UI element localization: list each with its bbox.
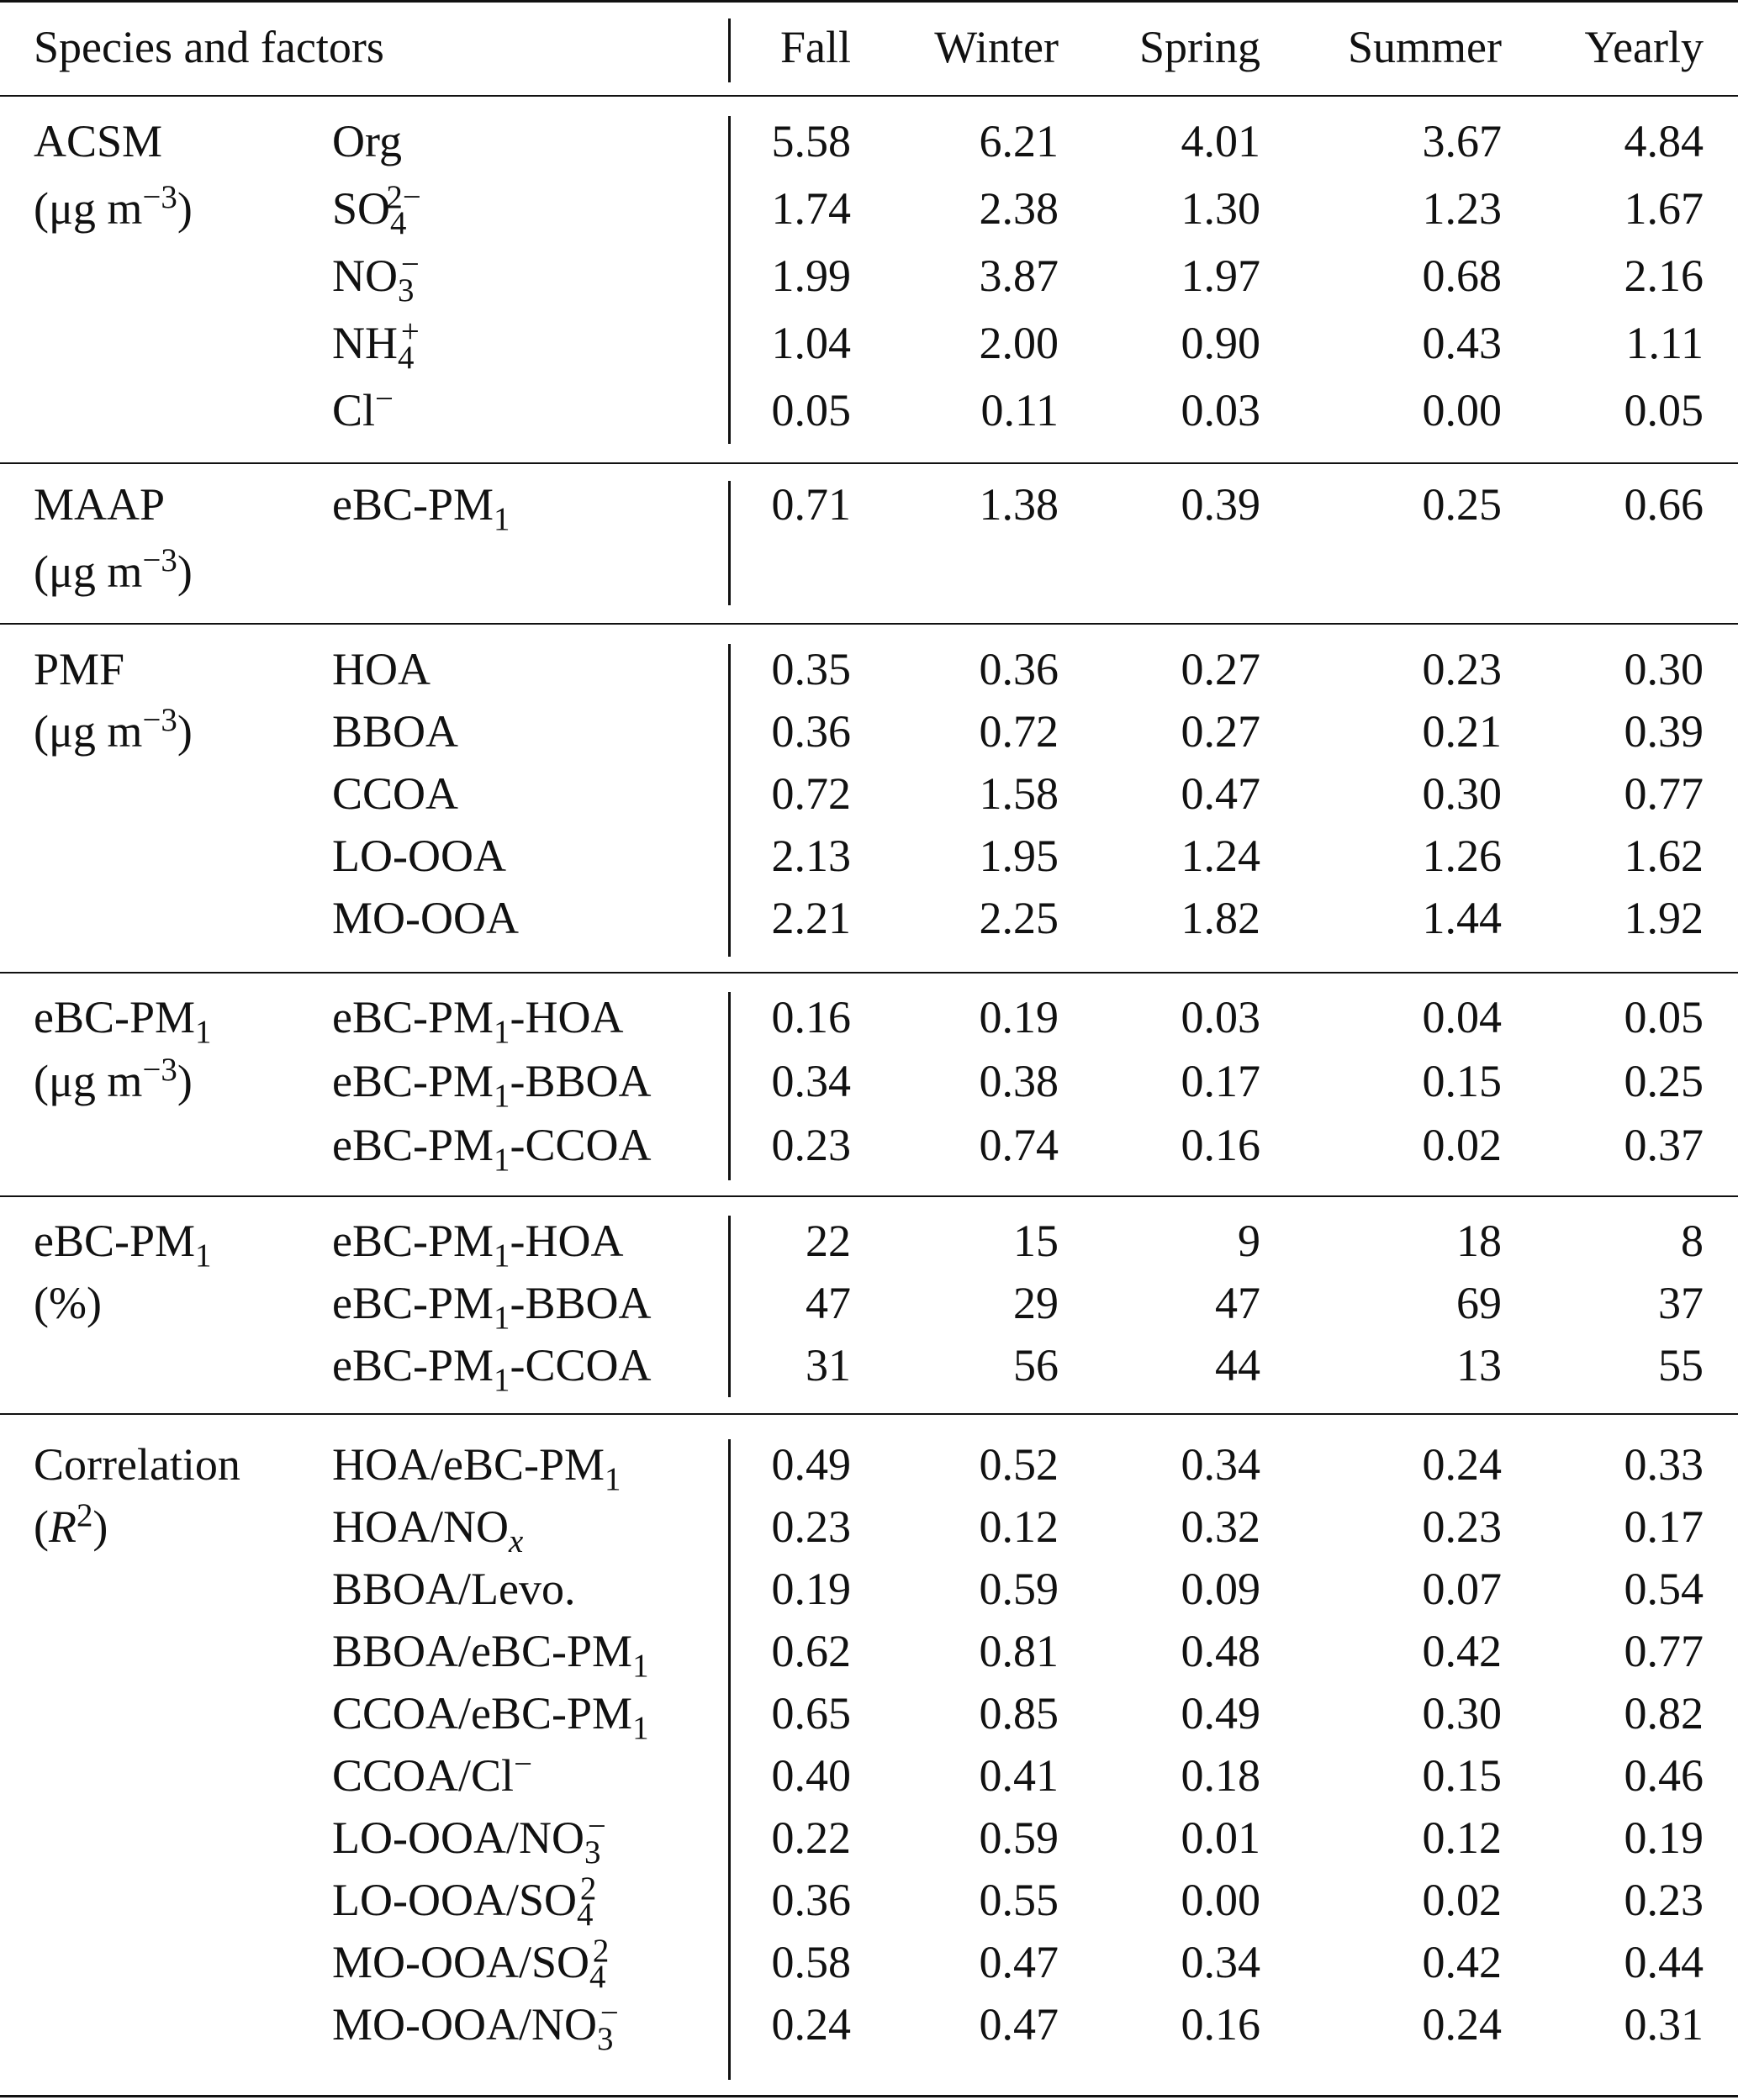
cell-fall: 1.04 (771, 318, 851, 368)
row-label: BBOA/Levo. (332, 1564, 576, 1614)
row-label: $NH_4^+$ (332, 314, 420, 376)
cell-spring: 0.90 (1181, 318, 1260, 368)
cell-yearly: 8 (1681, 1216, 1704, 1266)
cell-summer: 0.21 (1422, 706, 1502, 757)
cell-yearly: 0.30 (1624, 644, 1704, 694)
cell-spring: 1.30 (1181, 183, 1260, 234)
cell-fall: 31 (806, 1340, 851, 1390)
cell-spring: 0.09 (1181, 1564, 1260, 1614)
row-label: $LO-OOA/NO_3^-$ (332, 1808, 606, 1870)
cell-fall: 0.65 (771, 1688, 851, 1739)
cell-fall: 0.19 (771, 1564, 851, 1614)
group-separator (0, 1195, 1738, 1197)
cell-spring: 0.00 (1181, 1875, 1260, 1925)
cell-yearly: 0.05 (1624, 992, 1704, 1042)
cell-winter: 1.38 (979, 479, 1059, 530)
header-yearly: Yearly (1584, 22, 1704, 72)
row-label: eBC-$PM_1$-BBOA (332, 1056, 652, 1114)
cell-fall: 0.36 (771, 706, 851, 757)
cell-winter: 15 (1013, 1216, 1059, 1266)
cell-winter: 0.52 (979, 1439, 1059, 1490)
cell-spring: 4.01 (1181, 116, 1260, 166)
cell-summer: 0.02 (1422, 1875, 1502, 1925)
row-label: CCOA (332, 768, 459, 819)
cell-fall: 0.62 (771, 1626, 851, 1676)
cell-winter: 0.11 (980, 385, 1059, 435)
cell-summer: 69 (1456, 1278, 1502, 1328)
row-label: HOA/$eBC-PM_1$ (332, 1439, 621, 1497)
cell-yearly: 1.67 (1624, 183, 1704, 234)
cell-fall: 2.13 (771, 831, 851, 881)
cell-summer: 0.07 (1422, 1564, 1502, 1614)
cell-yearly: 0.37 (1624, 1120, 1704, 1170)
cell-spring: 0.16 (1181, 1999, 1260, 2050)
cell-summer: 0.04 (1422, 992, 1502, 1042)
cell-yearly: 0.33 (1624, 1439, 1704, 1490)
row-label: $NO_3^-$ (332, 246, 420, 309)
cell-summer: 0.15 (1422, 1750, 1502, 1801)
cell-yearly: 0.19 (1624, 1812, 1704, 1863)
row-label: $LO-OOA/SO_4^2$ (332, 1870, 597, 1933)
cell-winter: 6.21 (979, 116, 1059, 166)
cell-yearly: 0.54 (1624, 1564, 1704, 1614)
cell-summer: 0.02 (1422, 1120, 1502, 1170)
cell-winter: 29 (1013, 1278, 1059, 1328)
cell-spring: 0.39 (1181, 479, 1260, 530)
cell-yearly: 1.62 (1624, 831, 1704, 881)
cell-summer: 0.00 (1422, 385, 1502, 435)
cell-spring: 0.48 (1181, 1626, 1260, 1676)
cell-yearly: 0.44 (1624, 1937, 1704, 1987)
cell-spring: 0.27 (1181, 644, 1260, 694)
cell-fall: 0.35 (771, 644, 851, 694)
cell-fall: 47 (806, 1278, 851, 1328)
row-label: HOA/$NO_x$ (332, 1501, 524, 1559)
cell-winter: 0.74 (979, 1120, 1059, 1170)
cell-fall: 0.71 (771, 479, 851, 530)
cell-fall: 0.58 (771, 1937, 851, 1987)
cell-fall: 2.21 (771, 893, 851, 943)
cell-fall: 0.36 (771, 1875, 851, 1925)
group-label: (%) (34, 1278, 102, 1328)
cell-winter: 0.72 (979, 706, 1059, 757)
cell-fall: 0.40 (771, 1750, 851, 1801)
header-species-factors: Species and factors (34, 22, 384, 72)
row-label: $MO-OOA/NO_3^-$ (332, 1995, 619, 2057)
cell-winter: 0.55 (979, 1875, 1059, 1925)
group-label: MAAP (34, 479, 166, 530)
row-label: Cl− (332, 381, 394, 435)
cell-winter: 0.85 (979, 1688, 1059, 1739)
cell-spring: 1.97 (1181, 251, 1260, 301)
cell-fall: 0.05 (771, 385, 851, 435)
cell-spring: 0.49 (1181, 1688, 1260, 1739)
cell-spring: 9 (1238, 1216, 1260, 1266)
cell-fall: 0.23 (771, 1501, 851, 1552)
cell-spring: 44 (1215, 1340, 1260, 1390)
cell-summer: 0.42 (1422, 1626, 1502, 1676)
cell-spring: 0.32 (1181, 1501, 1260, 1552)
cell-winter: 0.59 (979, 1564, 1059, 1614)
group-label: eBC-$PM_1$ (34, 992, 212, 1050)
top-rule (0, 0, 1738, 3)
group-separator (0, 1413, 1738, 1415)
cell-yearly: 55 (1658, 1340, 1704, 1390)
cell-summer: 0.30 (1422, 1688, 1502, 1739)
cell-yearly: 0.05 (1624, 385, 1704, 435)
cell-summer: 13 (1456, 1340, 1502, 1390)
cell-spring: 1.24 (1181, 831, 1260, 881)
cell-spring: 0.47 (1181, 768, 1260, 819)
cell-spring: 47 (1215, 1278, 1260, 1328)
cell-fall: 5.58 (771, 116, 851, 166)
cell-spring: 0.01 (1181, 1812, 1260, 1863)
row-label: BBOA (332, 706, 459, 757)
group-separator (0, 462, 1738, 464)
cell-winter: 0.41 (979, 1750, 1059, 1801)
group-label: PMF (34, 644, 125, 694)
row-label: LO-OOA (332, 831, 506, 881)
row-label: BBOA/$eBC-PM_1$ (332, 1626, 649, 1684)
cell-summer: 1.23 (1422, 183, 1502, 234)
cell-yearly: 1.92 (1624, 893, 1704, 943)
cell-winter: 1.58 (979, 768, 1059, 819)
cell-fall: 0.34 (771, 1056, 851, 1106)
cell-winter: 2.00 (979, 318, 1059, 368)
header-spring: Spring (1138, 22, 1260, 72)
row-label: $MO-OOA/SO_4^2$ (332, 1933, 610, 1995)
group-label: $(R^2)$ (34, 1497, 108, 1552)
cell-yearly: 0.23 (1624, 1875, 1704, 1925)
cell-winter: 0.81 (979, 1626, 1059, 1676)
cell-yearly: 2.16 (1624, 251, 1704, 301)
cell-summer: 3.67 (1422, 116, 1502, 166)
cell-fall: 0.49 (771, 1439, 851, 1490)
row-label: Org (332, 116, 403, 166)
cell-fall: 0.16 (771, 992, 851, 1042)
cell-fall: 0.23 (771, 1120, 851, 1170)
cell-yearly: 0.39 (1624, 706, 1704, 757)
cell-yearly: 37 (1658, 1278, 1704, 1328)
cell-spring: 0.17 (1181, 1056, 1260, 1106)
cell-yearly: 0.31 (1624, 1999, 1704, 2050)
cell-spring: 0.18 (1181, 1750, 1260, 1801)
cell-fall: 1.99 (771, 251, 851, 301)
group-label: (μg $m^{-3}$) (34, 542, 193, 597)
cell-winter: 0.19 (979, 992, 1059, 1042)
cell-summer: 0.43 (1422, 318, 1502, 368)
cell-winter: 0.38 (979, 1056, 1059, 1106)
cell-winter: 0.12 (979, 1501, 1059, 1552)
cell-summer: 0.42 (1422, 1937, 1502, 1987)
cell-spring: 0.03 (1181, 992, 1260, 1042)
group-separator (0, 972, 1738, 973)
row-label: eBC-$PM_1$-CCOA (332, 1120, 652, 1178)
cell-yearly: 0.82 (1624, 1688, 1704, 1739)
cell-fall: 0.22 (771, 1812, 851, 1863)
group-label: Correlation (34, 1439, 240, 1490)
header-winter: Winter (934, 22, 1059, 72)
group-label: ACSM (34, 116, 163, 166)
cell-summer: 0.25 (1422, 479, 1502, 530)
cell-summer: 0.24 (1422, 1999, 1502, 2050)
row-label: eBC-$PM_1$-HOA (332, 992, 624, 1050)
cell-summer: 0.15 (1422, 1056, 1502, 1106)
cell-winter: 2.25 (979, 893, 1059, 943)
group-label: eBC-$PM_1$ (34, 1216, 212, 1274)
cell-yearly: 0.46 (1624, 1750, 1704, 1801)
cell-yearly: 0.77 (1624, 1626, 1704, 1676)
row-label: MO-OOA (332, 893, 519, 943)
cell-summer: 1.44 (1422, 893, 1502, 943)
cell-summer: 0.23 (1422, 1501, 1502, 1552)
cell-winter: 2.38 (979, 183, 1059, 234)
cell-spring: 0.34 (1181, 1439, 1260, 1490)
cell-summer: 18 (1456, 1216, 1502, 1266)
cell-yearly: 1.11 (1625, 318, 1704, 368)
cell-fall: 0.72 (771, 768, 851, 819)
cell-yearly: 4.84 (1624, 116, 1704, 166)
cell-winter: 0.47 (979, 1937, 1059, 1987)
row-label: eBC-$PM_1$-BBOA (332, 1278, 652, 1336)
row-label: CCOA/Cl− (332, 1746, 532, 1801)
cell-winter: 0.59 (979, 1812, 1059, 1863)
cell-fall: 0.24 (771, 1999, 851, 2050)
header-rule (0, 95, 1738, 97)
group-label: (μg $m^{-3}$) (34, 179, 193, 234)
row-label: CCOA/$eBC-PM_1$ (332, 1688, 649, 1746)
cell-fall: 1.74 (771, 183, 851, 234)
cell-summer: 0.30 (1422, 768, 1502, 819)
cell-fall: 22 (806, 1216, 851, 1266)
cell-winter: 0.47 (979, 1999, 1059, 2050)
row-label: HOA (332, 644, 431, 694)
header-summer: Summer (1348, 22, 1502, 72)
group-separator (0, 623, 1738, 625)
cell-winter: 3.87 (979, 251, 1059, 301)
cell-summer: 0.23 (1422, 644, 1502, 694)
cell-spring: 1.82 (1181, 893, 1260, 943)
row-label: eBC-$PM_1$-CCOA (332, 1340, 652, 1398)
row-label: eBC-$PM_1$-HOA (332, 1216, 624, 1274)
cell-yearly: 0.77 (1624, 768, 1704, 819)
cell-spring: 0.27 (1181, 706, 1260, 757)
cell-spring: 0.16 (1181, 1120, 1260, 1170)
cell-summer: 1.26 (1422, 831, 1502, 881)
bottom-rule (0, 2095, 1738, 2097)
row-label: $SO_4^{2-}$ (332, 179, 421, 241)
cell-summer: 0.68 (1422, 251, 1502, 301)
cell-winter: 0.36 (979, 644, 1059, 694)
cell-summer: 0.24 (1422, 1439, 1502, 1490)
cell-yearly: 0.25 (1624, 1056, 1704, 1106)
cell-yearly: 0.17 (1624, 1501, 1704, 1552)
group-label: (μg $m^{-3}$) (34, 702, 193, 757)
header-fall: Fall (779, 22, 851, 72)
cell-yearly: 0.66 (1624, 479, 1704, 530)
row-label: eBC-$PM_1$ (332, 479, 510, 537)
cell-spring: 0.34 (1181, 1937, 1260, 1987)
group-label: (μg $m^{-3}$) (34, 1052, 193, 1106)
cell-winter: 56 (1013, 1340, 1059, 1390)
cell-spring: 0.03 (1181, 385, 1260, 435)
cell-winter: 1.95 (979, 831, 1059, 881)
cell-summer: 0.12 (1422, 1812, 1502, 1863)
